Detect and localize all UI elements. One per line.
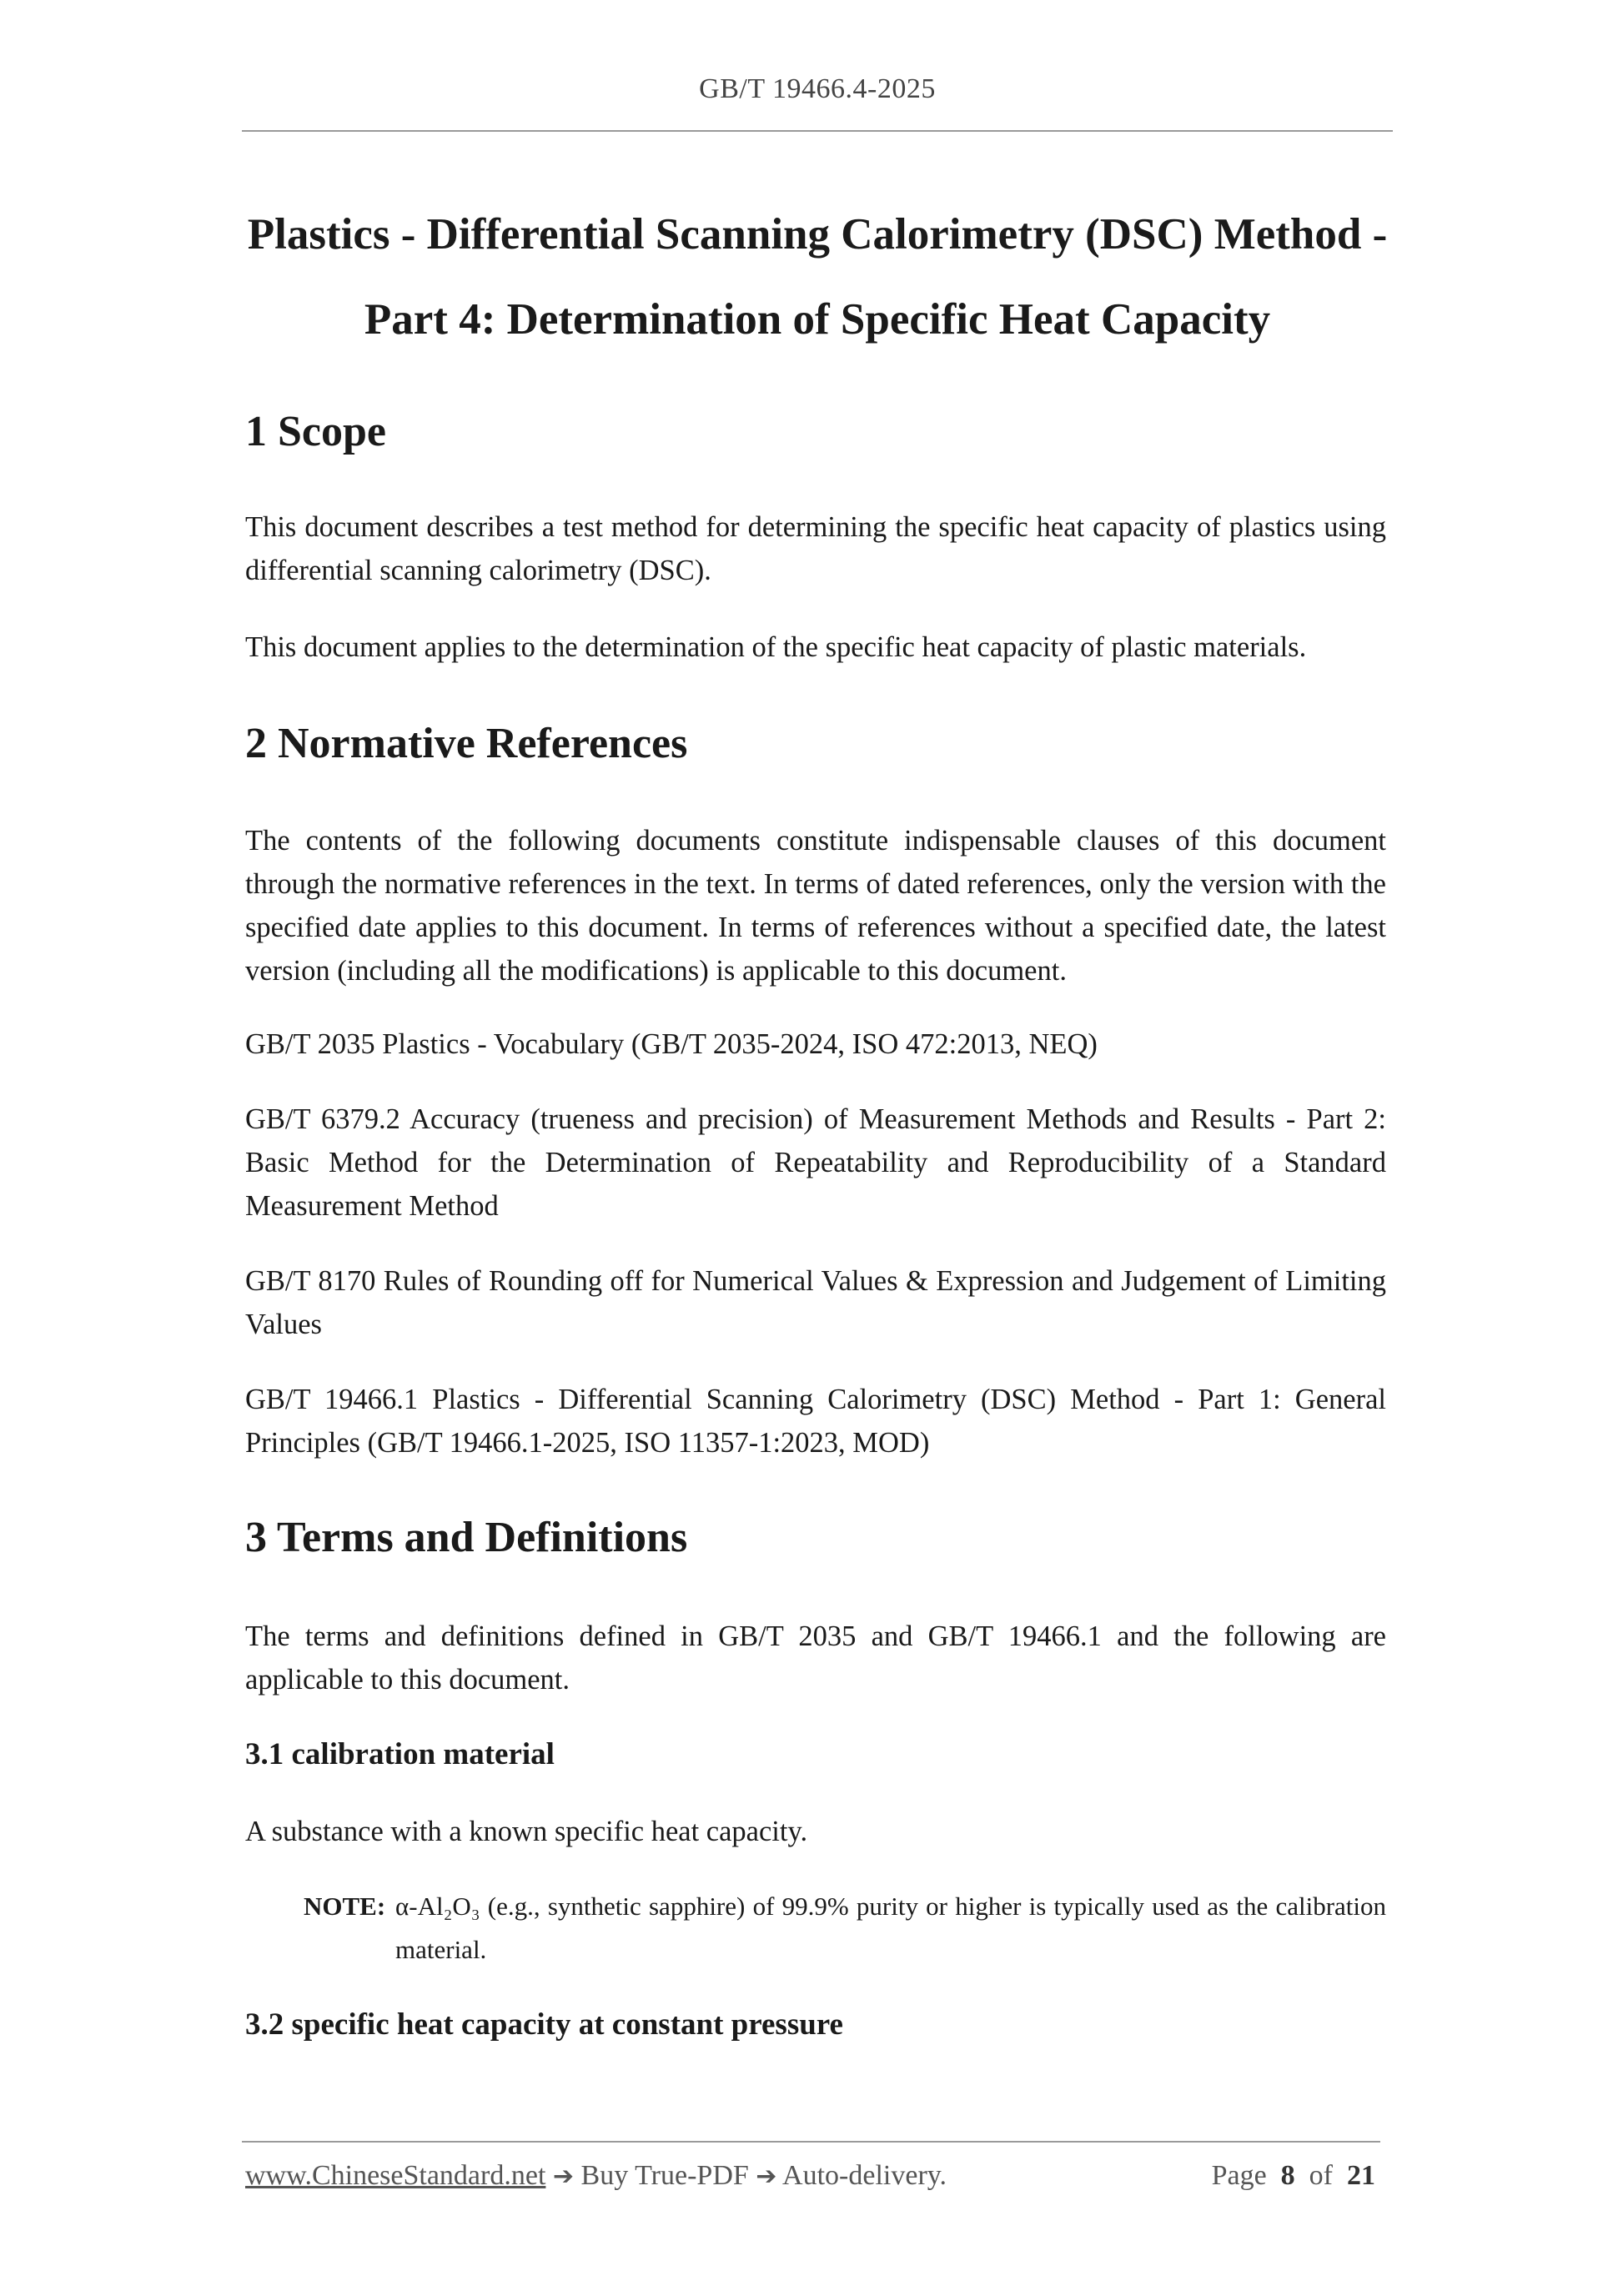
page-total: 21: [1347, 2160, 1375, 2191]
normative-reference-item: GB/T 2035 Plastics - Vocabulary (GB/T 2035-2024, ISO 472:2013, NEQ): [245, 1028, 1098, 1060]
title-line-1: Plastics - Differential Scanning Calorimetry (DSC) Method -: [247, 210, 1388, 259]
scope-paragraph-2: This document applies to the determination of the specific heat capacity of plastic materials.: [245, 631, 1307, 663]
section-heading-scope: 1 Scope: [245, 408, 386, 455]
header-divider: [242, 130, 1393, 132]
term-3-1-definition: A substance with a known specific heat capacity.: [245, 1816, 808, 1847]
page-footer: [245, 2160, 1375, 2202]
document-title: [200, 192, 1435, 362]
normative-reference-item: GB/T 19466.1 Plastics - Differential Scanning Calorimetry (DSC) Method - Part 1: General Principles (GB/T 19466.1-2025, ISO 11357-1:2023, MOD): [245, 1384, 1386, 1459]
auto-delivery-text: Auto-delivery.: [782, 2160, 947, 2191]
page-current: 8: [1280, 2160, 1295, 2191]
normative-reference-item: GB/T 6379.2 Accuracy (trueness and precision) of Measurement Methods and Results - Part 2: Basic Method for the Determination of Repeatability and Reproducibility of a Standard Measurement Method: [245, 1103, 1386, 1222]
note-label: NOTE:: [304, 1892, 386, 1921]
title-line-2: Part 4: Determination of Specific Heat Capacity: [364, 295, 1271, 344]
term-3-1-heading: 3.1 calibration material: [245, 1737, 555, 1771]
of-word: of: [1309, 2160, 1333, 2191]
normative-reference-item: GB/T 8170 Rules of Rounding off for Numerical Values & Expression and Judgement of Limiting Values: [245, 1265, 1386, 1340]
footer-divider: [242, 2141, 1380, 2143]
arrow-right-icon: ➔: [552, 2162, 575, 2191]
page-number: [1212, 2160, 1375, 2192]
website-link[interactable]: www.ChineseStandard.net: [245, 2160, 546, 2191]
page-word: Page: [1211, 2160, 1267, 2191]
section-heading-terms-definitions: 3 Terms and Definitions: [245, 1514, 688, 1561]
section-heading-normative-references: 2 Normative References: [245, 720, 688, 767]
page-header-code: GB/T 19466.4-2025: [699, 73, 936, 104]
scope-paragraph-1: This document describes a test method for determining the specific heat capacity of plastics using differential scanning calorimetry (DSC).: [245, 511, 1386, 586]
term-3-2-heading: 3.2 specific heat capacity at constant pressure: [245, 2007, 843, 2042]
term-3-1-note: [304, 1885, 1386, 1972]
terms-intro-paragraph: The terms and definitions defined in GB/T 2035 and GB/T 19466.1 and the following are applicable to this document.: [245, 1620, 1386, 1696]
note-text: α-Al₂O₃ (e.g., synthetic sapphire) of 99.9% purity or higher is typically used as the calibration material.: [395, 1892, 1386, 1964]
footer-promo: [245, 2160, 947, 2192]
buy-true-pdf-text: Buy True-PDF: [580, 2160, 749, 2191]
arrow-right-icon: ➔: [756, 2162, 777, 2191]
normative-intro-paragraph: The contents of the following documents constitute indispensable clauses of this document through the normative references in the text. In terms of dated references, only the version with the specified date applies to this document. In terms of references without a specified date, the latest version (including all the modifications) is applicable to this document.: [245, 825, 1386, 987]
